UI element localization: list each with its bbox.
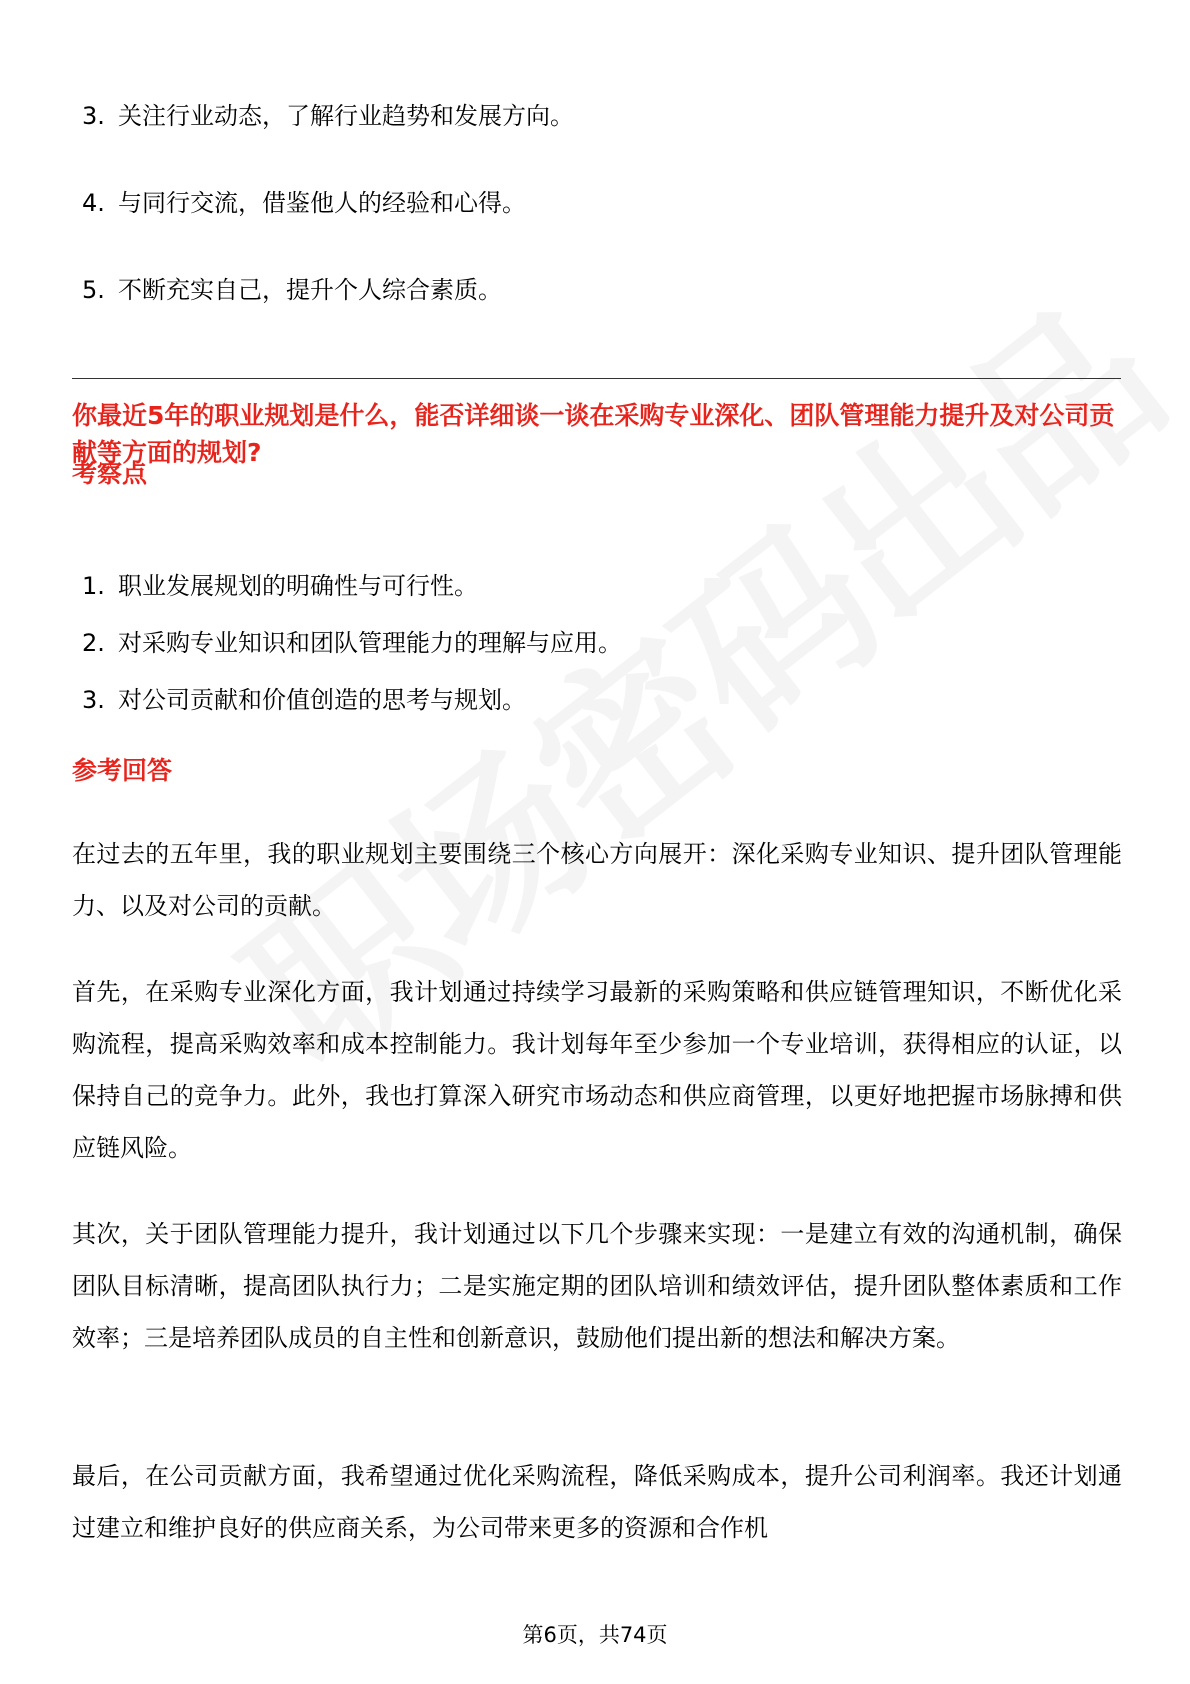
answer-paragraph: 其次，关于团队管理能力提升，我计划通过以下几个步骤来实现：一是建立有效的沟通机制，确保团队目标清晰，提高团队执行力；二是实施定期的团队培训和绩效评估，提升团队整体素质和工作效率；三是培养团队成员的自主性和创新意识，鼓励他们提出新的想法和解决方案。 [72,1220,1122,1352]
list-item [82,682,622,718]
answer-paragraph: 最后，在公司贡献方面，我希望通过优化采购流程，降低采购成本，提升公司利润率。我还计划通过建立和维护良好的供应商关系，为公司带来更多的资源和合作机 [72,1462,1122,1542]
list-text: 与同行交流，借鉴他人的经验和心得。 [118,189,526,217]
list-number: 4. [82,189,105,217]
list-number: 3. [82,102,105,130]
list-text: 职业发展规划的明确性与可行性。 [118,572,478,600]
list-text: 不断充实自己，提升个人综合素质。 [118,276,502,304]
answer-paragraph: 首先，在采购专业深化方面，我计划通过持续学习最新的采购策略和供应链管理知识，不断优化采购流程，提高采购效率和成本控制能力。我计划每年至少参加一个专业培训，获得相应的认证，以保持自己的竞争力。此外，我也打算深入研究市场动态和供应商管理，以更好地把握市场脉搏和供应链风险。 [72,978,1122,1162]
list-number: 5. [82,276,105,304]
assessment-heading: 考察点 [72,459,148,488]
list-text: 关注行业动态，了解行业趋势和发展方向。 [118,102,574,130]
answer-paragraph: 在过去的五年里，我的职业规划主要围绕三个核心方向展开：深化采购专业知识、提升团队管理能力、以及对公司的贡献。 [72,840,1122,920]
continued-list [82,98,574,359]
list-text: 对公司贡献和价值创造的思考与规划。 [118,686,526,714]
list-item [82,625,622,661]
assessment-list [82,568,622,739]
list-number: 2. [82,629,105,657]
list-number: 3. [82,686,105,714]
list-number: 1. [82,572,105,600]
page-number: 第6页，共74页 [522,1623,668,1647]
answer-heading: 参考回答 [72,756,173,785]
list-item [82,568,622,604]
question-heading: 你最近5年的职业规划是什么，能否详细谈一谈在采购专业深化、团队管理能力提升及对公司贡献等方面的规划? [72,401,1115,467]
list-item [82,98,574,134]
list-item [82,272,574,308]
list-text: 对采购专业知识和团队管理能力的理解与应用。 [118,629,622,657]
section-divider [72,378,1121,379]
list-item [82,185,574,221]
